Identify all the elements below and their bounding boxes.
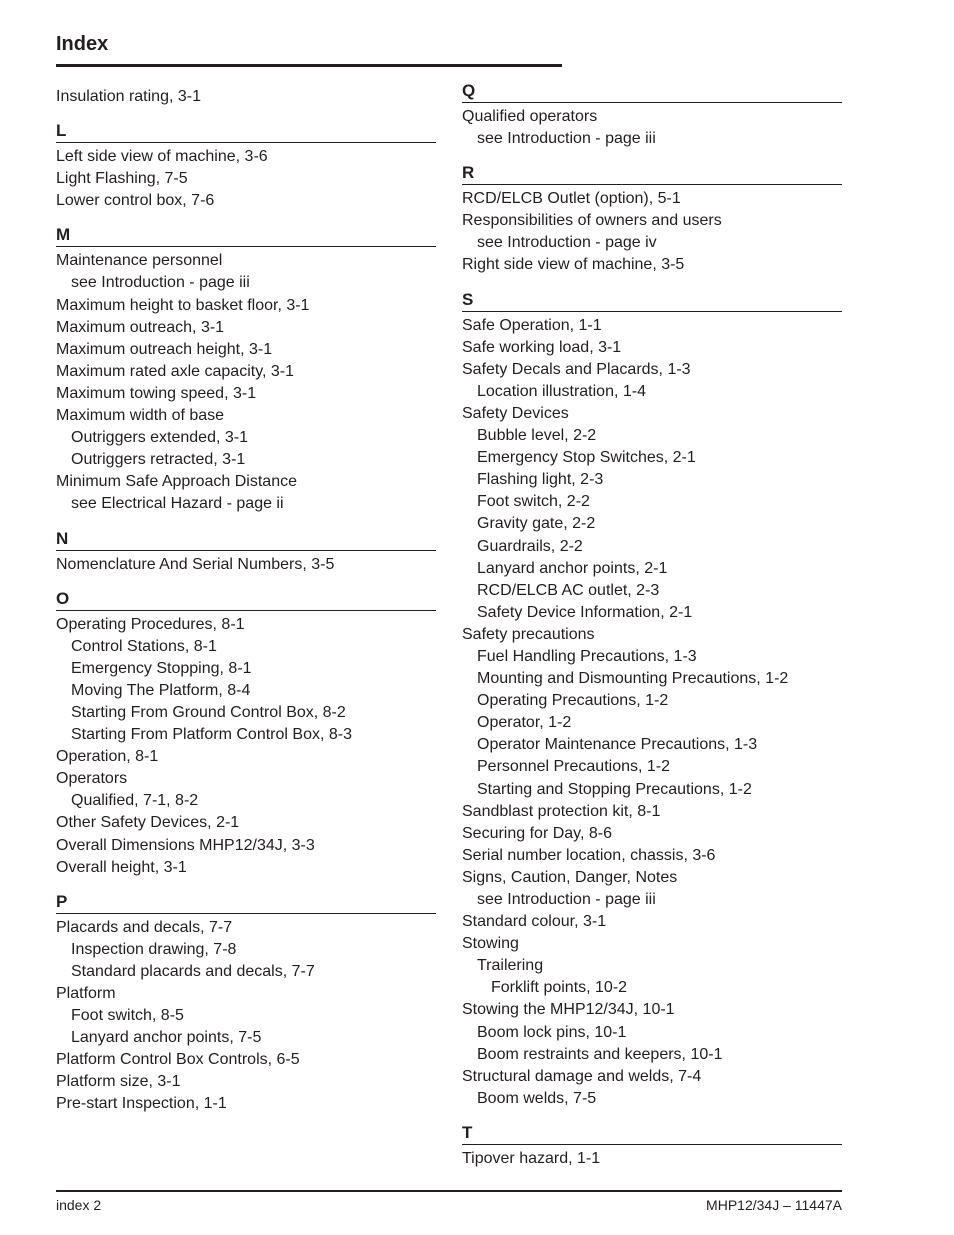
index-entry: Safety precautions [462,625,595,643]
index-entry: Signs, Caution, Danger, Notes [462,868,678,886]
index-entry: Maximum outreach height, 3-1 [56,340,273,358]
section-heading: P [56,891,436,914]
index-subentry: Operator Maintenance Precautions, 1-3 [477,736,758,754]
index-subentry: Operating Precautions, 1-2 [477,692,669,710]
index-entry: Left side view of machine, 3-6 [56,148,268,166]
index-subentry: Location illustration, 1-4 [477,382,646,400]
index-entry: Operators [56,770,128,788]
index-entry: Safety Devices [462,404,569,422]
index-subentry: Mounting and Dismounting Precautions, 1-2 [477,670,789,688]
index-subentry: Inspection drawing, 7-8 [71,940,237,958]
page-title: Index [56,33,109,55]
index-entry: Standard colour, 3-1 [462,913,607,931]
index-subentry: Flashing light, 2-3 [477,471,604,489]
index-entry: Overall Dimensions MHP12/34J, 3-3 [56,836,315,854]
index-subentry: see Introduction - page iii [477,130,656,148]
index-entry: Securing for Day, 8-6 [462,824,612,842]
index-subentry: Boom lock pins, 10-1 [477,1023,627,1041]
title-rule [56,64,562,67]
index-subentry: Foot switch, 2-2 [477,493,590,511]
index-subentry: Lanyard anchor points, 7-5 [71,1029,262,1047]
index-entry: Maximum height to basket floor, 3-1 [56,296,310,314]
index-subentry: Starting From Ground Control Box, 8-2 [71,703,346,721]
index-subentry: Emergency Stop Switches, 2-1 [477,449,696,467]
index-entry: Platform Control Box Controls, 6-5 [56,1051,300,1069]
index-entry: Qualified operators [462,108,598,125]
index-entry: Lower control box, 7-6 [56,192,215,210]
index-entry: Platform size, 3-1 [56,1073,181,1091]
index-subentry: Lanyard anchor points, 2-1 [477,559,668,577]
index-entry: Safe working load, 3-1 [462,338,622,356]
index-entry: Stowing the MHP12/34J, 10-1 [462,1001,675,1019]
index-entry: Serial number location, chassis, 3-6 [462,846,716,864]
index-subentry: Trailering [477,957,544,975]
section-heading: S [462,289,842,312]
index-entry: Platform [56,985,116,1002]
section-heading: Q [462,80,842,103]
index-subentry: Boom restraints and keepers, 10-1 [477,1045,723,1063]
index-entry: Responsibilities of owners and users [462,212,722,230]
index-entry: Structural damage and welds, 7-4 [462,1067,702,1085]
index-entry: Maximum towing speed, 3-1 [56,384,257,402]
index-subentry: Moving The Platform, 8-4 [71,681,251,699]
index-entry: Right side view of machine, 3-5 [462,256,685,274]
index-entry: Operating Procedures, 8-1 [56,615,245,633]
index-entry: Nomenclature And Serial Numbers, 3-5 [56,555,335,573]
footer-rule [56,1190,842,1192]
section-heading: L [56,120,436,143]
index-entry: Tipover hazard, 1-1 [462,1149,601,1167]
index-subentry: Operator, 1-2 [477,714,572,732]
index-subentry: Safety Device Information, 2-1 [477,603,693,621]
index-subentry: Emergency Stopping, 8-1 [71,659,252,677]
index-subentry: Qualified, 7-1, 8-2 [71,792,199,810]
index-entry: Minimum Safe Approach Distance [56,473,297,491]
index-subentry: see Introduction - page iv [477,234,657,252]
index-subentry: Bubble level, 2-2 [477,427,597,445]
section-heading: R [462,162,842,185]
index-subentry: see Introduction - page iii [71,274,250,292]
index-entry: Insulation rating, 3-1 [56,88,201,105]
index-subentry: Standard placards and decals, 7-7 [71,962,315,980]
index-entry: Sandblast protection kit, 8-1 [462,802,661,820]
index-subentry: Forklift points, 10-2 [491,979,628,997]
index-subentry: see Introduction - page iii [477,891,656,908]
footer-document-id: MHP12/34J – 11447A [706,1197,842,1213]
index-entry: Safety Decals and Placards, 1-3 [462,360,691,378]
index-subentry: Boom welds, 7-5 [477,1089,597,1107]
index-entry: RCD/ELCB Outlet (option), 5-1 [462,190,681,208]
index-entry: Stowing [462,935,519,953]
section-heading: T [462,1122,842,1145]
index-subentry: Personnel Precautions, 1-2 [477,758,670,776]
index-entry: Other Safety Devices, 2-1 [56,814,240,832]
index-subentry: Control Stations, 8-1 [71,637,217,655]
index-column-left [56,86,436,1116]
index-entry: Overall height, 3-1 [56,858,187,876]
index-subentry: Starting From Platform Control Box, 8-3 [71,726,352,744]
index-entry: Maximum rated axle capacity, 3-1 [56,362,295,380]
section-heading: M [56,224,436,247]
index-subentry: Foot switch, 8-5 [71,1007,184,1025]
index-entry: Maximum outreach, 3-1 [56,318,225,336]
section-heading: N [56,528,436,551]
index-entry: Light Flashing, 7-5 [56,170,188,188]
index-subentry: see Electrical Hazard - page ii [71,495,284,513]
index-subentry: Gravity gate, 2-2 [477,515,596,533]
index-entry: Maximum width of base [56,407,225,425]
index-subentry: Outriggers extended, 3-1 [71,429,248,447]
index-entry: Safe Operation, 1-1 [462,316,602,334]
index-entry: Pre-start Inspection, 1-1 [56,1095,227,1113]
index-subentry: Starting and Stopping Precautions, 1-2 [477,780,752,798]
index-subentry: Guardrails, 2-2 [477,537,583,555]
index-entry: Maintenance personnel [56,252,223,270]
index-subentry: RCD/ELCB AC outlet, 2-3 [477,581,660,599]
index-entry: Operation, 8-1 [56,748,159,766]
index-entry: Placards and decals, 7-7 [56,918,233,936]
section-heading: O [56,588,436,611]
index-subentry: Fuel Handling Precautions, 1-3 [477,647,697,665]
index-subentry: Outriggers retracted, 3-1 [71,451,246,469]
index-column-right [462,80,842,1170]
footer-page-label: index 2 [56,1197,102,1213]
